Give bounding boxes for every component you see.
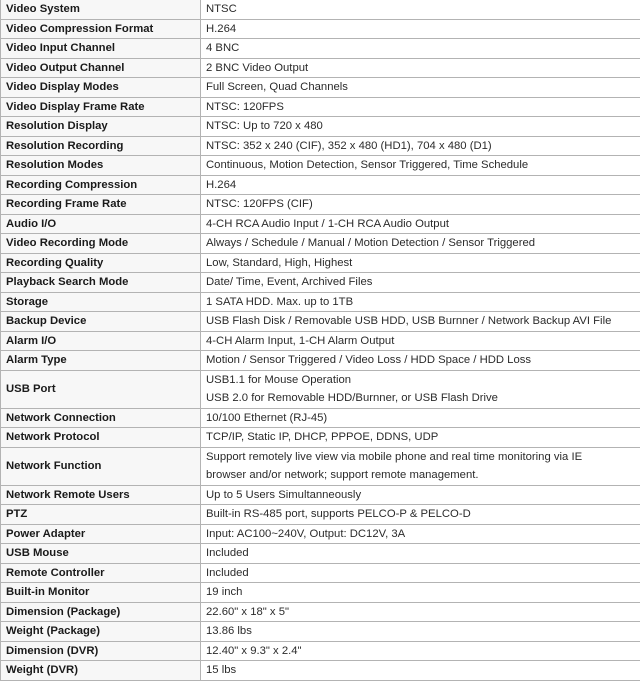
spec-label: Network Function bbox=[1, 447, 201, 485]
spec-row bbox=[1, 661, 640, 681]
spec-value bbox=[201, 641, 640, 661]
spec-value-line: NTSC: 352 x 240 (CIF), 352 x 480 (HD1), 704 x 480 (D1) bbox=[206, 137, 636, 156]
spec-value bbox=[201, 19, 640, 39]
spec-row bbox=[1, 195, 640, 215]
spec-table-body bbox=[1, 0, 640, 680]
spec-value bbox=[201, 136, 640, 156]
spec-value-line: Built-in RS-485 port, supports PELCO-P & PELCO-D bbox=[206, 505, 636, 524]
spec-label: Video Display Modes bbox=[1, 78, 201, 98]
spec-label: Video Compression Format bbox=[1, 19, 201, 39]
spec-value bbox=[201, 485, 640, 505]
spec-value bbox=[201, 273, 640, 293]
spec-value-line: USB1.1 for Mouse Operation bbox=[206, 371, 636, 390]
spec-value-line: browser and/or network; support remote management. bbox=[206, 466, 636, 485]
spec-label: Dimension (Package) bbox=[1, 602, 201, 622]
spec-value bbox=[201, 602, 640, 622]
spec-value-line: H.264 bbox=[206, 176, 636, 195]
spec-label: Network Remote Users bbox=[1, 485, 201, 505]
spec-label: PTZ bbox=[1, 505, 201, 525]
spec-row bbox=[1, 312, 640, 332]
spec-label: Audio I/O bbox=[1, 214, 201, 234]
spec-value-line: H.264 bbox=[206, 20, 636, 39]
spec-label: Remote Controller bbox=[1, 563, 201, 583]
spec-value bbox=[201, 505, 640, 525]
spec-label: Video Recording Mode bbox=[1, 234, 201, 254]
spec-row bbox=[1, 97, 640, 117]
spec-value-line: Always / Schedule / Manual / Motion Detection / Sensor Triggered bbox=[206, 234, 636, 253]
spec-value-line: Up to 5 Users Simultanneously bbox=[206, 486, 636, 505]
spec-value bbox=[201, 39, 640, 59]
spec-label: Video Display Frame Rate bbox=[1, 97, 201, 117]
spec-value-line: NTSC bbox=[206, 0, 636, 19]
spec-value-line: USB Flash Disk / Removable USB HDD, USB Burnner / Network Backup AVI File bbox=[206, 312, 636, 331]
spec-value-line: Input: AC100~240V, Output: DC12V, 3A bbox=[206, 525, 636, 544]
spec-value-line: USB 2.0 for Removable HDD/Burnner, or USB Flash Drive bbox=[206, 389, 636, 408]
spec-value bbox=[201, 447, 640, 485]
spec-value bbox=[201, 175, 640, 195]
spec-label: Storage bbox=[1, 292, 201, 312]
spec-value-line: 4-CH Alarm Input, 1-CH Alarm Output bbox=[206, 332, 636, 351]
spec-value-line: 4 BNC bbox=[206, 39, 636, 58]
spec-row bbox=[1, 524, 640, 544]
spec-label: Weight (DVR) bbox=[1, 661, 201, 681]
spec-label: Power Adapter bbox=[1, 524, 201, 544]
spec-value-line: NTSC: Up to 720 x 480 bbox=[206, 117, 636, 136]
spec-row bbox=[1, 351, 640, 371]
spec-value bbox=[201, 292, 640, 312]
spec-value-line: 19 inch bbox=[206, 583, 636, 602]
spec-label: Recording Frame Rate bbox=[1, 195, 201, 215]
spec-row bbox=[1, 39, 640, 59]
spec-row bbox=[1, 253, 640, 273]
spec-label: Network Protocol bbox=[1, 428, 201, 448]
spec-label: Video Input Channel bbox=[1, 39, 201, 59]
spec-row bbox=[1, 234, 640, 254]
spec-label: Alarm Type bbox=[1, 351, 201, 371]
spec-value-line: Included bbox=[206, 564, 636, 583]
spec-value bbox=[201, 234, 640, 254]
spec-value-line: Support remotely live view via mobile phone and real time monitoring via IE bbox=[206, 448, 636, 467]
spec-value bbox=[201, 563, 640, 583]
spec-value bbox=[201, 253, 640, 273]
spec-row bbox=[1, 370, 640, 408]
spec-value-line: Full Screen, Quad Channels bbox=[206, 78, 636, 97]
spec-label: Video System bbox=[1, 0, 201, 19]
spec-value-line: 15 lbs bbox=[206, 661, 636, 680]
spec-label: Built-in Monitor bbox=[1, 583, 201, 603]
spec-row bbox=[1, 544, 640, 564]
spec-label: Resolution Modes bbox=[1, 156, 201, 176]
spec-value-line: TCP/IP, Static IP, DHCP, PPPOE, DDNS, UDP bbox=[206, 428, 636, 447]
spec-row bbox=[1, 331, 640, 351]
spec-value bbox=[201, 370, 640, 408]
spec-row bbox=[1, 602, 640, 622]
spec-value bbox=[201, 117, 640, 137]
spec-label: USB Mouse bbox=[1, 544, 201, 564]
spec-value-line: Motion / Sensor Triggered / Video Loss / HDD Space / HDD Loss bbox=[206, 351, 636, 370]
spec-value bbox=[201, 331, 640, 351]
spec-row bbox=[1, 408, 640, 428]
spec-value bbox=[201, 0, 640, 19]
spec-row bbox=[1, 0, 640, 19]
spec-value-line: 1 SATA HDD. Max. up to 1TB bbox=[206, 293, 636, 312]
spec-value-line: NTSC: 120FPS bbox=[206, 98, 636, 117]
spec-label: Weight (Package) bbox=[1, 622, 201, 642]
spec-row bbox=[1, 447, 640, 485]
spec-label: Dimension (DVR) bbox=[1, 641, 201, 661]
spec-row bbox=[1, 136, 640, 156]
spec-row bbox=[1, 58, 640, 78]
spec-value bbox=[201, 661, 640, 681]
spec-value bbox=[201, 408, 640, 428]
spec-row bbox=[1, 117, 640, 137]
spec-value bbox=[201, 97, 640, 117]
spec-row bbox=[1, 505, 640, 525]
spec-value bbox=[201, 351, 640, 371]
spec-label: Resolution Display bbox=[1, 117, 201, 137]
spec-value bbox=[201, 58, 640, 78]
spec-value-line: 10/100 Ethernet (RJ-45) bbox=[206, 409, 636, 428]
spec-label: Backup Device bbox=[1, 312, 201, 332]
spec-label: Video Output Channel bbox=[1, 58, 201, 78]
spec-value-line: Date/ Time, Event, Archived Files bbox=[206, 273, 636, 292]
spec-label: Alarm I/O bbox=[1, 331, 201, 351]
spec-label: Recording Quality bbox=[1, 253, 201, 273]
spec-row bbox=[1, 156, 640, 176]
spec-value-line: Included bbox=[206, 544, 636, 563]
spec-value bbox=[201, 428, 640, 448]
spec-row bbox=[1, 214, 640, 234]
spec-value-line: Low, Standard, High, Highest bbox=[206, 254, 636, 273]
spec-label: Recording Compression bbox=[1, 175, 201, 195]
spec-row bbox=[1, 641, 640, 661]
spec-value-line: 13.86 lbs bbox=[206, 622, 636, 641]
spec-value bbox=[201, 583, 640, 603]
spec-value bbox=[201, 214, 640, 234]
spec-label: USB Port bbox=[1, 370, 201, 408]
spec-value bbox=[201, 195, 640, 215]
spec-value-line: 22.60" x 18" x 5" bbox=[206, 603, 636, 622]
spec-value bbox=[201, 78, 640, 98]
spec-value bbox=[201, 156, 640, 176]
spec-label: Resolution Recording bbox=[1, 136, 201, 156]
spec-row bbox=[1, 292, 640, 312]
spec-value-line: 12.40" x 9.3" x 2.4" bbox=[206, 642, 636, 661]
spec-row bbox=[1, 622, 640, 642]
spec-value bbox=[201, 524, 640, 544]
spec-label: Playback Search Mode bbox=[1, 273, 201, 293]
spec-row bbox=[1, 175, 640, 195]
spec-row bbox=[1, 78, 640, 98]
spec-row bbox=[1, 428, 640, 448]
spec-value-line: 4-CH RCA Audio Input / 1-CH RCA Audio Output bbox=[206, 215, 636, 234]
spec-row bbox=[1, 19, 640, 39]
spec-row bbox=[1, 583, 640, 603]
spec-row bbox=[1, 563, 640, 583]
spec-value bbox=[201, 622, 640, 642]
spec-label: Network Connection bbox=[1, 408, 201, 428]
spec-row bbox=[1, 273, 640, 293]
spec-value-line: NTSC: 120FPS (CIF) bbox=[206, 195, 636, 214]
spec-value bbox=[201, 544, 640, 564]
spec-value-line: 2 BNC Video Output bbox=[206, 59, 636, 78]
spec-value-line: Continuous, Motion Detection, Sensor Triggered, Time Schedule bbox=[206, 156, 636, 175]
spec-value bbox=[201, 312, 640, 332]
spec-row bbox=[1, 485, 640, 505]
